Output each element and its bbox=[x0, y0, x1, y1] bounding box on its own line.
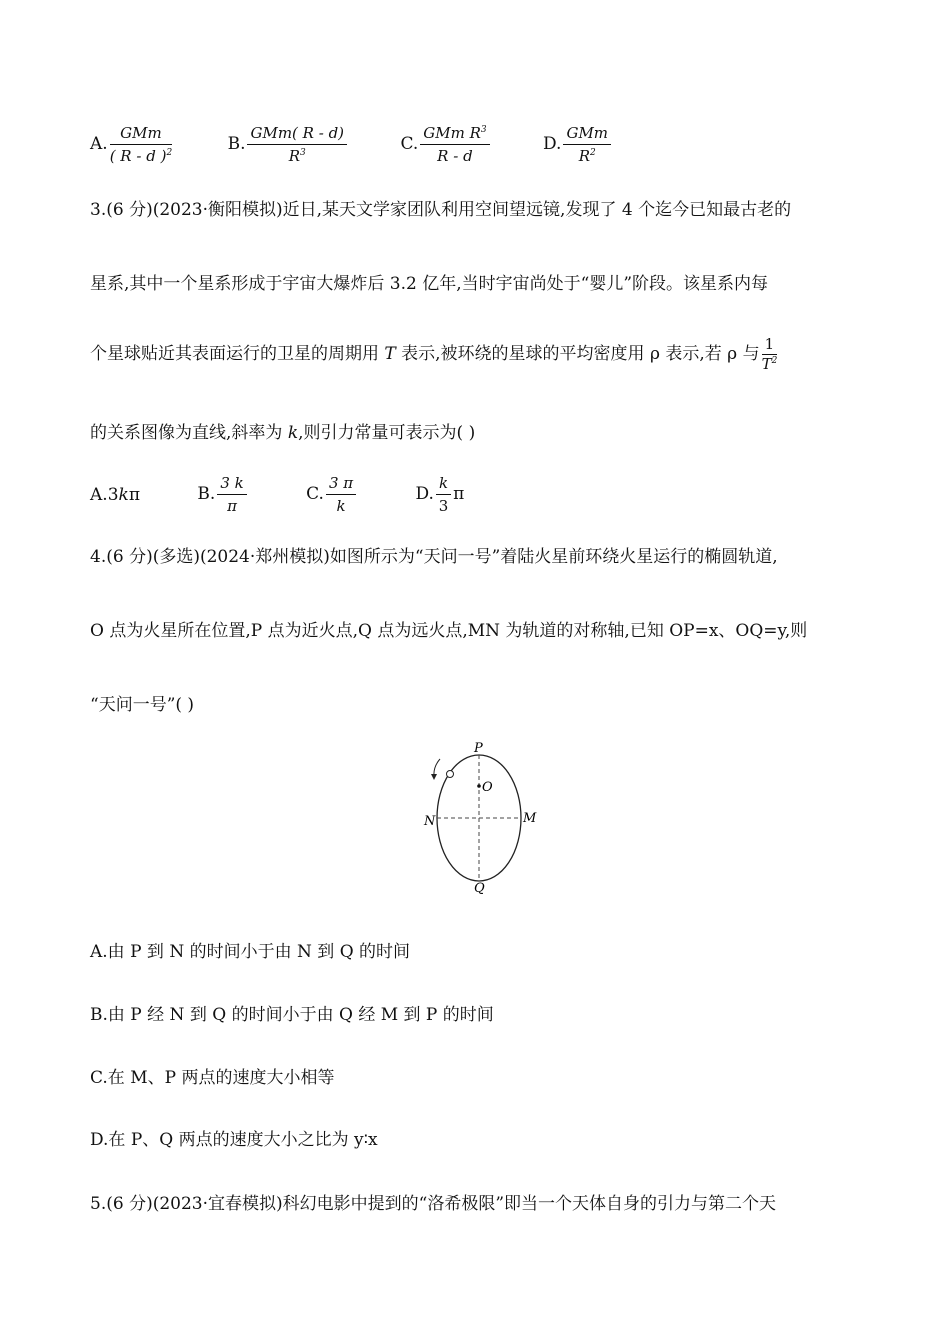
q3-fraction-1-over-T2: $\frac{1}{T^2}$ bbox=[761, 335, 778, 373]
label-p: P bbox=[474, 741, 483, 756]
label-m: M bbox=[523, 811, 537, 826]
q4-option-a[interactable]: A.由 P 到 N 的时间小于由 N 到 Q 的时间 bbox=[90, 942, 411, 962]
q3-line-2: 星系,其中一个星系形成于宇宙大爆炸后 3.2 亿年,当时宇宙尚处于“婴儿”阶段。该星系内每 bbox=[90, 274, 769, 294]
probe-icon bbox=[447, 771, 454, 778]
q4-option-d[interactable]: D.在 P、Q 两点的速度大小之比为 y∶x bbox=[90, 1130, 378, 1150]
q2-b-denominator: $R^3$ bbox=[288, 147, 306, 165]
q2-c-numerator: GMm $R^3$ bbox=[420, 124, 489, 145]
q3-option-b[interactable]: B. $\frac{3 k}{\pi}$ bbox=[197, 474, 248, 515]
arrow-head-icon bbox=[431, 774, 437, 780]
q2-option-c[interactable]: C. $\frac{GMm R^3}{R - d}$ bbox=[400, 124, 491, 165]
q4-line-1: 4.(6 分)(多选)(2024·郑州模拟)如图所示为“天问一号”着陆火星前环绕火星运行的椭圆轨道, bbox=[90, 547, 778, 567]
q2-options bbox=[90, 124, 613, 165]
q4-line-3: “天问一号”( ) bbox=[90, 695, 195, 715]
q3-line-1: 3.(6 分)(2023·衡阳模拟)近日,某天文学家团队利用空间望远镜,发现了 4 个迄今已知最古老的 bbox=[90, 200, 792, 220]
q4-option-c[interactable]: C.在 M、P 两点的速度大小相等 bbox=[90, 1068, 335, 1088]
mars-point-o bbox=[477, 784, 481, 788]
q2-option-a[interactable]: A. $\frac{\text{GMm}}{( R - d )^2}$ bbox=[90, 124, 173, 165]
label-o: O bbox=[482, 780, 493, 795]
q3-options bbox=[90, 474, 464, 515]
q2-c-denominator: R - d bbox=[437, 147, 473, 165]
q3-option-a[interactable]: A.3kπ bbox=[90, 484, 141, 505]
q4-option-b[interactable]: B.由 P 经 N 到 Q 的时间小于由 Q 经 M 到 P 的时间 bbox=[90, 1005, 494, 1025]
q3-option-d[interactable]: D. $\frac{k}{3}$ π bbox=[415, 474, 465, 515]
q4-line-2: O 点为火星所在位置,P 点为近火点,Q 点为远火点,MN 为轨道的对称轴,已知 OP=x、OQ=y,则 bbox=[90, 621, 808, 641]
q3-line-3: 个星球贴近其表面运行的卫星的周期用 T 表示,被环绕的星球的平均密度用 ρ 表示,若 ρ 与 $\frac{1}{T^2}$ bbox=[90, 335, 778, 373]
label-n: N bbox=[424, 814, 436, 829]
q2-a-numerator: GMm bbox=[110, 124, 172, 145]
q2-d-numerator: GMm bbox=[563, 124, 611, 145]
q2-option-d[interactable]: D. $\frac{\text{GMm}}{R^2}$ bbox=[543, 124, 613, 165]
q2-option-b[interactable]: B. $\frac{\text{GMm( R - d)}}{R^3}$ bbox=[228, 124, 349, 165]
q5-line-1: 5.(6 分)(2023·宜春模拟)科幻电影中提到的“洛希极限”即当一个天体自身的引力与第二个天 bbox=[90, 1194, 777, 1214]
q3-line-4: 的关系图像为直线,斜率为 k,则引力常量可表示为( ) bbox=[90, 423, 476, 443]
orbit-figure bbox=[420, 738, 540, 898]
q2-a-denominator: ( R - d )$^2$ bbox=[109, 147, 173, 165]
label-q: Q bbox=[474, 881, 485, 896]
q2-d-denominator: $R^2$ bbox=[578, 147, 596, 165]
q2-b-numerator: GMm( R - d) bbox=[247, 124, 347, 145]
q3-option-c[interactable]: C. $\frac{3 \pi}{k}$ bbox=[306, 474, 358, 515]
